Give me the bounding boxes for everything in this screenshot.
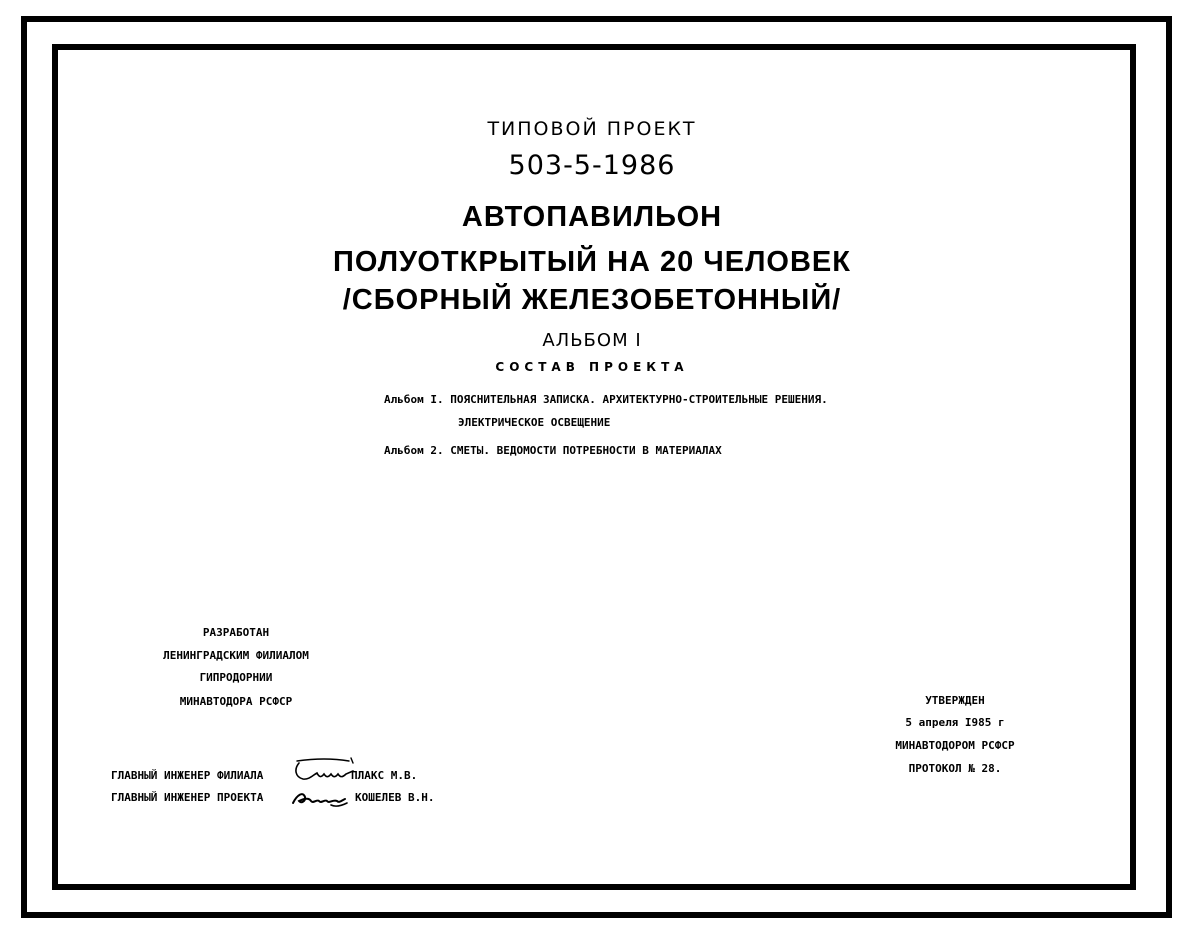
signature-name: КОШЕЛЕВ В.Н. <box>355 791 435 804</box>
signature-role: ГЛАВНЫЙ ИНЖЕНЕР ФИЛИАЛА <box>111 769 264 782</box>
album-label: АЛЬБОМ I <box>542 330 642 351</box>
title-line-3: /СБОРНЫЙ ЖЕЛЕЗОБЕТОННЫЙ/ <box>342 284 842 316</box>
developed-by-line: ЛЕНИНГРАДСКИМ ФИЛИАЛОМ <box>163 649 309 662</box>
handwritten-signature <box>291 755 357 785</box>
signature-name: ПЛАКС М.В. <box>351 769 418 782</box>
contents-item-1-continuation: ЭЛЕКТРИЧЕСКОЕ ОСВЕЩЕНИЕ <box>458 416 611 429</box>
handwritten-signature <box>291 787 353 809</box>
developed-by-line: РАЗРАБОТАН <box>202 626 270 639</box>
developed-by-line: МИНАВТОДОРА РСФСР <box>179 695 293 708</box>
approval-line: ПРОТОКОЛ № 28. <box>908 762 1002 775</box>
type-project-label: ТИПОВОЙ ПРОЕКТ <box>487 118 697 140</box>
approval-line: 5 апреля I985 г <box>905 716 1005 729</box>
signature-role: ГЛАВНЫЙ ИНЖЕНЕР ПРОЕКТА <box>111 791 264 804</box>
contents-heading: СОСТАВ ПРОЕКТА <box>495 360 689 374</box>
title-line-1: АВТОПАВИЛЬОН <box>461 201 723 233</box>
approval-line: УТВЕРЖДЕН <box>925 694 985 707</box>
developed-by-line: ГИПРОДОРНИИ <box>199 671 273 684</box>
project-number: 503-5-1986 <box>508 150 676 181</box>
title-line-2: ПОЛУОТКРЫТЫЙ НА 20 ЧЕЛОВЕК <box>333 246 851 278</box>
approval-line: МИНАВТОДОРОМ РСФСР <box>895 739 1015 752</box>
contents-item-1: Альбом I. ПОЯСНИТЕЛЬНАЯ ЗАПИСКА. АРХИТЕКТУРНО-СТРОИТЕЛЬНЫЕ РЕШЕНИЯ. <box>384 393 828 406</box>
contents-item-2: Альбом 2. СМЕТЫ. ВЕДОМОСТИ ПОТРЕБНОСТИ В МАТЕРИАЛАХ <box>384 444 722 457</box>
